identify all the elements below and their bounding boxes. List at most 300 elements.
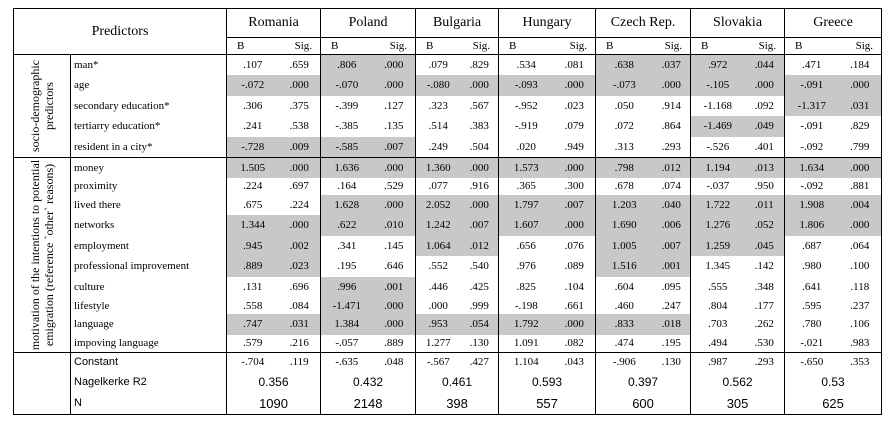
cell-b: 1.806 (785, 215, 839, 236)
cell-sig: .000 (279, 215, 321, 236)
table-row (14, 137, 882, 158)
cell-b: 1.242 (416, 215, 461, 236)
constant-label: Constant (71, 353, 227, 371)
cell-sig: .829 (850, 120, 870, 133)
cell-b: -.080 (416, 75, 461, 96)
cell-sig: .130 (461, 335, 499, 353)
cell-b: .833 (596, 314, 653, 335)
cell-b: -.072 (227, 75, 279, 96)
cell-sig: .177 (745, 297, 785, 314)
sub-header-sig: Sig. (554, 38, 596, 55)
cell-b: -.092 (800, 180, 824, 192)
footer-blank-cell (14, 353, 71, 415)
cell-sig: .018 (653, 314, 691, 335)
cell-b: 1.194 (691, 157, 745, 178)
cell-sig: .293 (745, 353, 785, 371)
cell-b: -.091 (785, 75, 839, 96)
cell-sig: .567 (461, 96, 499, 117)
predictor-label: networks (71, 215, 227, 236)
sub-header-b: B (691, 38, 745, 55)
cell-b: .953 (416, 314, 461, 335)
cell-b: -1.317 (785, 96, 839, 117)
cell-b: 1.005 (596, 236, 653, 257)
cell-b: .323 (428, 99, 448, 112)
table-row (14, 75, 882, 96)
cell-b: 1.607 (499, 215, 554, 236)
cell-b: 1.573 (499, 157, 554, 178)
cell-sig: .145 (373, 236, 416, 257)
cell-sig: .000 (373, 75, 416, 96)
cell-b: .000 (428, 299, 448, 312)
n-value: 600 (596, 393, 691, 415)
cell-b: .241 (243, 120, 263, 133)
cell-sig: .999 (461, 297, 499, 314)
cell-sig: .012 (653, 157, 691, 178)
cell-b: -.635 (335, 355, 359, 368)
cell-sig: .348 (745, 277, 785, 298)
cell-b: 1.091 (513, 337, 539, 350)
cell-b: -.919 (514, 120, 538, 133)
cell-b: -.906 (612, 355, 636, 368)
cell-sig: .864 (653, 116, 691, 137)
cell-b: .552 (428, 260, 448, 273)
n-value: 557 (499, 393, 596, 415)
sub-header-sig: Sig. (745, 38, 785, 55)
predictor-label: language (71, 314, 227, 335)
cell-sig: .004 (839, 195, 882, 216)
cell-b: .164 (337, 180, 357, 192)
sub-header-sig: Sig. (653, 38, 691, 55)
cell-sig: .023 (279, 256, 321, 277)
cell-b: .306 (243, 99, 263, 112)
cell-b: -.093 (499, 75, 554, 96)
cell-sig: .889 (373, 335, 416, 353)
predictor-label: proximity (71, 178, 227, 195)
table-row (14, 256, 882, 277)
n-value: 305 (691, 393, 785, 415)
nagelkerke-value: 0.593 (499, 371, 596, 393)
cell-b: .365 (516, 180, 536, 192)
cell-sig: .375 (279, 96, 321, 117)
cell-b: .678 (614, 180, 634, 192)
cell-sig: .000 (373, 314, 416, 335)
cell-b: 1.636 (321, 157, 373, 178)
cell-sig: .262 (745, 314, 785, 335)
table-row (14, 157, 882, 178)
cell-sig: .031 (839, 96, 882, 117)
cell-b: .579 (243, 337, 263, 350)
cell-sig: .000 (373, 157, 416, 178)
cell-sig: .074 (653, 178, 691, 195)
cell-b: .675 (243, 198, 263, 211)
sub-header-b: B (227, 38, 279, 55)
cell-b: 1.345 (705, 260, 731, 273)
cell-b: .131 (243, 280, 263, 293)
cell-b: -.198 (514, 299, 538, 312)
cell-b: .703 (708, 318, 728, 331)
cell-sig: .000 (554, 215, 596, 236)
cell-sig: .000 (461, 157, 499, 178)
cell-sig: .007 (554, 195, 596, 216)
nagelkerke-value: 0.397 (596, 371, 691, 393)
cell-sig: .237 (850, 299, 870, 312)
cell-sig: .006 (653, 215, 691, 236)
n-label: N (71, 393, 227, 415)
country-header: Hungary (499, 9, 596, 38)
table-row (14, 215, 882, 236)
predictor-label: impoving language (71, 335, 227, 353)
cell-b: .474 (614, 337, 634, 350)
cell-b: .604 (614, 280, 634, 293)
cell-sig: .425 (461, 277, 499, 298)
cell-sig: .661 (554, 297, 596, 314)
cell-sig: .064 (850, 239, 870, 252)
cell-sig: .000 (373, 55, 416, 76)
cell-b: 1.505 (227, 157, 279, 178)
cell-sig: .118 (850, 280, 870, 293)
cell-b: 1.516 (596, 256, 653, 277)
table-row (14, 335, 882, 353)
cell-sig: .530 (745, 335, 785, 353)
n-value: 2148 (321, 393, 416, 415)
cell-b: .656 (516, 239, 536, 252)
cell-b: .494 (708, 337, 728, 350)
cell-b: 1.064 (416, 236, 461, 257)
n-value: 625 (822, 395, 844, 411)
cell-sig: .007 (461, 215, 499, 236)
cell-sig: .002 (279, 236, 321, 257)
cell-sig: .043 (554, 353, 596, 371)
table-row-constant (14, 353, 882, 371)
cell-sig: .100 (850, 260, 870, 273)
cell-sig: .119 (279, 353, 321, 371)
cell-b: 1.259 (691, 236, 745, 257)
cell-sig: .031 (279, 314, 321, 335)
cell-b: .224 (243, 180, 263, 192)
cell-b: .446 (428, 280, 448, 293)
table-row (14, 314, 882, 335)
cell-b: .798 (596, 157, 653, 178)
cell-b: -.021 (800, 337, 824, 350)
cell-sig: .914 (653, 96, 691, 117)
nagelkerke-value: 0.562 (691, 371, 785, 393)
country-header: Poland (321, 9, 416, 38)
cell-sig: .081 (554, 55, 596, 76)
cell-sig: .000 (745, 75, 785, 96)
n-value: 1090 (227, 393, 321, 415)
cell-b: .780 (802, 318, 822, 331)
country-header: Czech Rep. (596, 9, 691, 38)
country-header: Romania (227, 9, 321, 38)
cell-sig: .000 (554, 157, 596, 178)
cell-sig: .052 (745, 215, 785, 236)
cell-sig: .293 (653, 137, 691, 158)
cell-sig: .300 (554, 178, 596, 195)
table-row (14, 236, 882, 257)
table-row (14, 178, 882, 195)
cell-b: .687 (802, 239, 822, 252)
cell-sig: .054 (461, 314, 499, 335)
predictor-label: employment (71, 236, 227, 257)
cell-b: 2.052 (416, 195, 461, 216)
cell-b: -.385 (335, 120, 359, 133)
predictors-header: Predictors (14, 9, 227, 55)
cell-b: .534 (516, 59, 536, 71)
cell-b: 1.722 (691, 195, 745, 216)
predictor-label: professional improvement (71, 256, 227, 277)
cell-b: -.526 (706, 140, 730, 153)
group-label-socio (14, 55, 71, 158)
cell-b: .972 (691, 55, 745, 76)
cell-b: .341 (337, 239, 357, 252)
group-label-motivation (14, 157, 71, 353)
cell-sig: .538 (279, 116, 321, 137)
cell-sig: .247 (653, 297, 691, 314)
cell-b: .747 (227, 314, 279, 335)
cell-sig: .696 (279, 277, 321, 298)
cell-b: -.704 (241, 355, 265, 368)
cell-sig: .135 (373, 116, 416, 137)
cell-b: .638 (596, 55, 653, 76)
cell-sig: .353 (850, 355, 870, 368)
cell-sig: .000 (279, 157, 321, 178)
group-label-text: motivation of the intentions to potential emigration (reference `other` reasons) (28, 159, 56, 350)
cell-sig: .106 (850, 318, 870, 331)
cell-b: 1.277 (425, 337, 451, 350)
cell-b: .072 (614, 120, 634, 133)
cell-sig: .000 (461, 75, 499, 96)
sub-header-sig: Sig. (839, 38, 882, 55)
cell-sig: .504 (461, 137, 499, 158)
cell-b: 1.360 (416, 157, 461, 178)
cell-sig: .040 (653, 195, 691, 216)
predictor-label: resident in a city* (71, 137, 227, 158)
table-row (14, 297, 882, 314)
cell-sig: .049 (745, 116, 785, 137)
cell-sig: .130 (653, 353, 691, 371)
cell-b: .555 (708, 280, 728, 293)
cell-b: -1.469 (691, 116, 745, 137)
cell-sig: .697 (279, 178, 321, 195)
cell-b: .249 (428, 140, 448, 153)
cell-sig: .383 (461, 116, 499, 137)
cell-b: .945 (227, 236, 279, 257)
cell-sig: .216 (279, 335, 321, 353)
cell-b: -.585 (321, 137, 373, 158)
table-row (14, 96, 882, 117)
header-row-countries (14, 9, 882, 38)
cell-b: -.092 (800, 140, 824, 153)
cell-sig: .037 (653, 55, 691, 76)
cell-sig: .079 (554, 116, 596, 137)
cell-b: -.057 (335, 337, 359, 350)
table-row-n (14, 393, 882, 415)
cell-sig: .529 (373, 178, 416, 195)
cell-sig: .013 (745, 157, 785, 178)
cell-sig: .983 (850, 337, 870, 350)
predictor-label: age (71, 75, 227, 96)
cell-b: .079 (428, 59, 448, 71)
cell-sig: .000 (839, 75, 882, 96)
cell-b: 1.792 (499, 314, 554, 335)
cell-sig: .076 (554, 236, 596, 257)
cell-sig: .082 (554, 335, 596, 353)
cell-sig: .195 (653, 335, 691, 353)
cell-b: -.650 (800, 355, 824, 368)
group-label-text: socio-demographic predictors (28, 59, 56, 152)
regression-table (13, 8, 882, 415)
predictor-label: money (71, 157, 227, 178)
cell-sig: .000 (554, 75, 596, 96)
predictor-label: man* (71, 55, 227, 76)
cell-sig: .000 (373, 195, 416, 216)
cell-sig: .916 (461, 178, 499, 195)
cell-sig: .799 (850, 140, 870, 153)
cell-b: .313 (614, 140, 634, 153)
cell-b: .050 (614, 99, 634, 112)
cell-sig: .089 (554, 256, 596, 277)
nagelkerke-value: 0.432 (321, 371, 416, 393)
cell-sig: .000 (554, 314, 596, 335)
cell-sig: .095 (653, 277, 691, 298)
sub-header-b: B (596, 38, 653, 55)
cell-sig: .000 (279, 75, 321, 96)
cell-b: 1.628 (321, 195, 373, 216)
cell-sig: .007 (653, 236, 691, 257)
cell-b: .996 (321, 277, 373, 298)
cell-b: .987 (708, 355, 728, 368)
cell-sig: .829 (461, 55, 499, 76)
table-row (14, 277, 882, 298)
cell-sig: .010 (373, 215, 416, 236)
cell-sig: .000 (839, 157, 882, 178)
cell-b: .595 (802, 299, 822, 312)
cell-b: 1.384 (321, 314, 373, 335)
cell-b: 1.634 (785, 157, 839, 178)
country-header: Bulgaria (416, 9, 499, 38)
cell-sig: .401 (745, 137, 785, 158)
cell-sig: .104 (554, 277, 596, 298)
cell-b: 1.908 (785, 195, 839, 216)
cell-b: -1.471 (321, 297, 373, 314)
cell-b: .804 (708, 299, 728, 312)
table-row-nagelkerke (14, 371, 882, 393)
cell-sig: .000 (839, 215, 882, 236)
cell-sig: .127 (373, 96, 416, 117)
cell-b: .460 (614, 299, 634, 312)
cell-sig: .949 (554, 137, 596, 158)
cell-b: 1.276 (691, 215, 745, 236)
predictor-label: secondary education* (71, 96, 227, 117)
cell-b: .806 (321, 55, 373, 76)
cell-b: .107 (243, 59, 263, 71)
cell-b: -1.168 (703, 99, 732, 112)
cell-b: -.399 (335, 99, 359, 112)
cell-b: 1.104 (513, 355, 539, 368)
predictor-label: lived there (71, 195, 227, 216)
table-row (14, 116, 882, 137)
cell-b: .641 (802, 280, 822, 293)
cell-sig: .000 (653, 75, 691, 96)
n-value: 398 (416, 393, 499, 415)
cell-b: -.037 (706, 180, 730, 192)
nagelkerke-value: 0.461 (416, 371, 499, 393)
sub-header-sig: Sig. (373, 38, 416, 55)
cell-b: -.567 (426, 355, 450, 368)
cell-sig: .540 (461, 256, 499, 277)
country-header: Greece (813, 15, 853, 30)
sub-header-b: B (785, 38, 839, 55)
cell-b: 1.797 (499, 195, 554, 216)
table-row (14, 55, 882, 76)
cell-b: .514 (428, 120, 448, 133)
cell-b: .020 (516, 140, 536, 153)
sub-header-b: B (499, 38, 554, 55)
country-header: Slovakia (691, 9, 785, 38)
table-row (14, 195, 882, 216)
cell-b: 1.690 (596, 215, 653, 236)
cell-b: .471 (802, 59, 822, 71)
cell-b: -.073 (596, 75, 653, 96)
cell-sig: .881 (850, 180, 870, 192)
cell-b: 1.203 (596, 195, 653, 216)
cell-sig: .184 (850, 59, 870, 71)
cell-sig: .142 (745, 256, 785, 277)
sub-header-sig: Sig. (279, 38, 321, 55)
cell-b: .980 (802, 260, 822, 273)
cell-sig: .045 (745, 236, 785, 257)
sub-header-sig: Sig. (461, 38, 499, 55)
cell-sig: .084 (279, 297, 321, 314)
cell-sig: .023 (554, 96, 596, 117)
cell-b: -.952 (514, 99, 538, 112)
cell-sig: .044 (745, 55, 785, 76)
cell-sig: .092 (745, 96, 785, 117)
cell-sig: .012 (461, 236, 499, 257)
cell-sig: .950 (745, 178, 785, 195)
cell-b: -.105 (691, 75, 745, 96)
predictor-label: lifestyle (71, 297, 227, 314)
predictor-label: culture (71, 277, 227, 298)
cell-sig: .009 (279, 137, 321, 158)
cell-sig: .000 (373, 297, 416, 314)
cell-b: -.728 (227, 137, 279, 158)
sub-header-b: B (416, 38, 461, 55)
cell-b: -.070 (321, 75, 373, 96)
cell-b: .195 (337, 260, 357, 273)
cell-sig: .001 (373, 277, 416, 298)
cell-b: .825 (516, 280, 536, 293)
nagelkerke-value: 0.356 (227, 371, 321, 393)
cell-b: .889 (227, 256, 279, 277)
cell-b: -.091 (800, 120, 824, 133)
nagelkerke-value: 0.53 (821, 374, 845, 389)
cell-b: 1.344 (227, 215, 279, 236)
cell-sig: .000 (461, 195, 499, 216)
cell-sig: .048 (373, 353, 416, 371)
cell-sig: .646 (373, 256, 416, 277)
cell-sig: .659 (279, 55, 321, 76)
cell-sig: .007 (373, 137, 416, 158)
nagelkerke-label: Nagelkerke R2 (71, 371, 227, 393)
predictor-label: tertiarry education* (71, 116, 227, 137)
cell-sig: .427 (461, 353, 499, 371)
cell-b: .558 (243, 299, 263, 312)
cell-b: .622 (321, 215, 373, 236)
cell-sig: .224 (279, 195, 321, 216)
sub-header-b: B (321, 38, 373, 55)
cell-sig: .001 (653, 256, 691, 277)
